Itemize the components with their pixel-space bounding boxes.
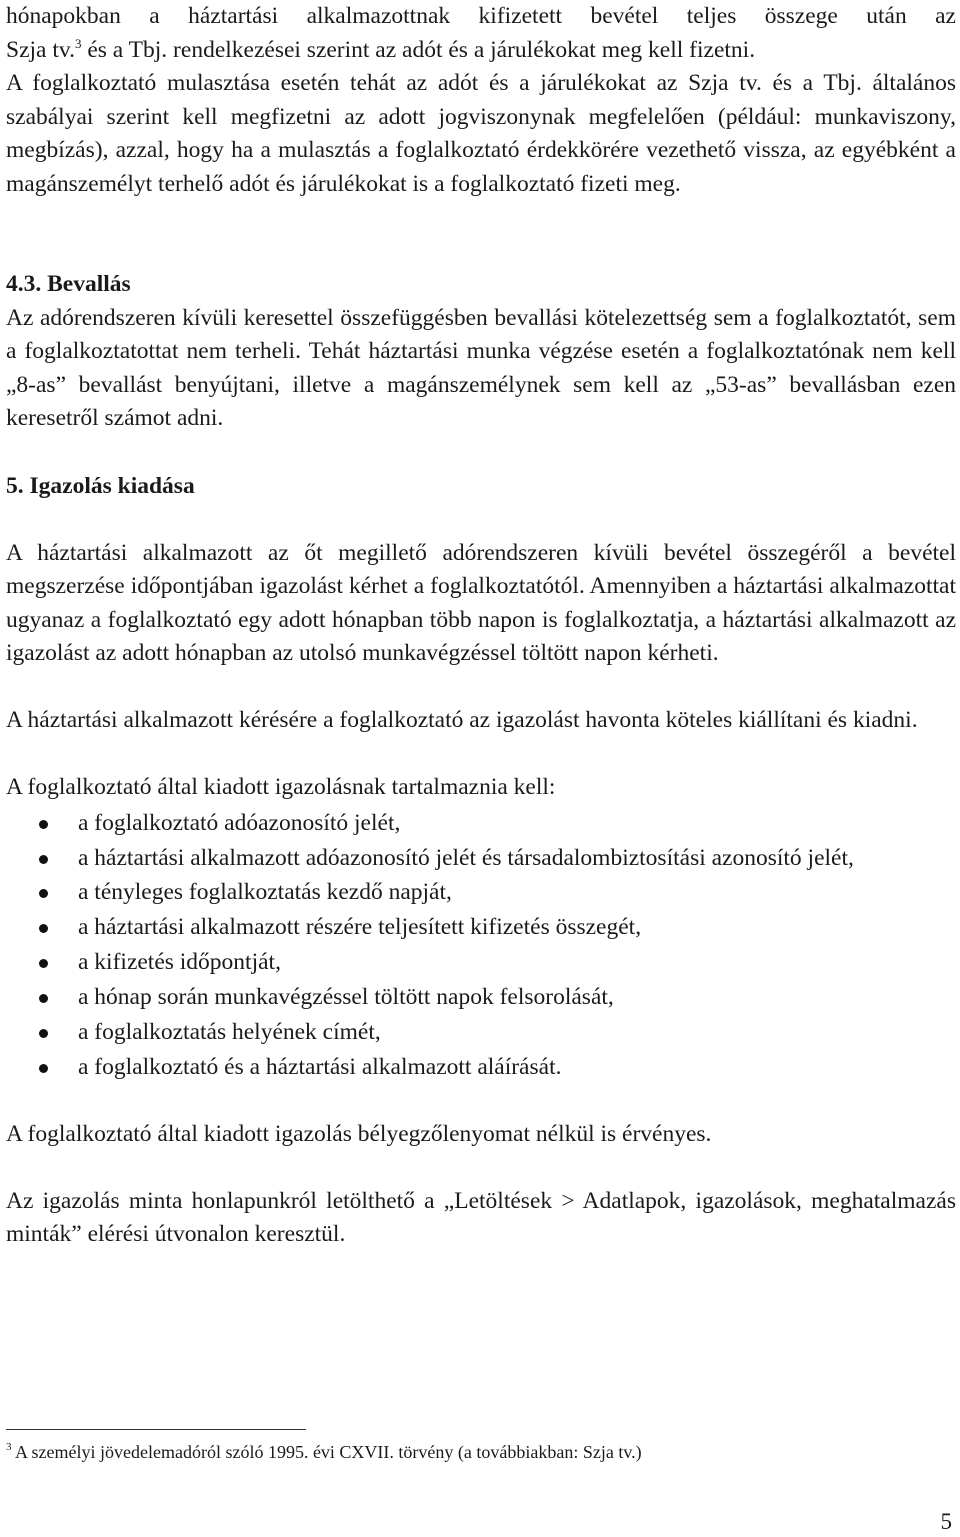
intro-paragraph [6, 0, 956, 202]
list-item: a foglalkoztató és a háztartási alkalmazott aláírását. [6, 1050, 956, 1085]
list-item: a háztartási alkalmazott részére teljesített kifizetés összegét, [6, 910, 956, 945]
section-heading-bevallas: 4.3. Bevallás [6, 271, 131, 297]
section-5-para-4: Az igazolás minta honlapunkról letölthető a „Letöltések > Adatlapok, igazolások, meghatalmazás minták” elérési útvonalon keresztül. [6, 1187, 956, 1248]
intro-line-2-end: és a Tbj. rendelkezései szerint az adót és a járulékokat meg kell fizetni. [81, 36, 756, 63]
intro-line-2 [6, 34, 956, 68]
list-intro: A foglalkoztató által kiadott igazolásnak tartalmaznia kell: [6, 773, 556, 800]
section-5-para-1: A háztartási alkalmazott az őt megillető adórendszeren kívüli bevétel összegéről a bevétel megszerzése időpontjában igazolást kérhet a foglalkoztatótól. Amennyiben a háztartási alkalmazottat ugyanaz a foglalkoztató egy adott hónapban több napon is foglalkoztatja, a háztartási alkalmazott az igazolást az adott hónapban az utolsó munkavégzéssel töltött napon kérheti. [6, 539, 956, 667]
section-4-3-text: Az adórendszeren kívüli keresettel összefüggésben bevallási kötelezettség sem a foglalkoztatót, sem a foglalkoztatottat nem terheli. Tehát háztartási munka végzése esetén a foglalkoztatónak nem kell „8-as” bevallást benyújtani, illetve a magánszemélynek sem kell az „53-as” bevallásban ezen keresetről számot adni. [6, 304, 956, 432]
section-5-para-2: A háztartási alkalmazott kérésére a foglalkoztató az igazolást havonta köteles kiállítani és kiadni. [6, 706, 918, 733]
bullet-icon [39, 1064, 48, 1073]
list-item: a kifizetés időpontját, [6, 945, 956, 980]
bullet-icon [39, 994, 48, 1003]
intro-rest: A foglalkoztató mulasztása esetén tehát az adót és a járulékokat az Szja tv. és a Tbj. általános szabályai szerint kell megfizetni az adott jogviszonynak megfelelően (például: munkaviszony, megbízás), azzal, hogy ha a mulasztás a foglalkoztató érdekkörére vezethető vissza, az egyébként a magánszemélyt terhelő adót és járulékokat is a foglalkoztató fizeti meg. [6, 70, 956, 197]
required-contents-list [6, 806, 956, 1085]
list-item: a foglalkoztatás helyének címét, [6, 1015, 956, 1050]
intro-line-2-start: Szja tv. [6, 36, 75, 63]
intro-line-1: hónapokban a háztartási alkalmazottnak kifizetett bevétel teljes összege után az [6, 3, 956, 29]
list-item: a háztartási alkalmazott adóazonosító jelét és társadalombiztosítási azonosító jelét, [6, 841, 956, 875]
section-4-3 [6, 268, 956, 436]
footnote [6, 1440, 642, 1464]
bullet-icon [39, 924, 48, 933]
section-5-para-3: A foglalkoztató által kiadott igazolás bélyegzőlenyomat nélkül is érvényes. [6, 1121, 712, 1148]
bullet-icon [39, 1029, 48, 1038]
bullet-icon [39, 959, 48, 968]
bullet-icon [39, 820, 48, 829]
section-5 [6, 470, 956, 1252]
list-item: a tényleges foglalkoztatás kezdő napját, [6, 875, 956, 910]
page-number: 5 [940, 1509, 952, 1534]
list-item: a hónap során munkavégzéssel töltött napok felsorolását, [6, 980, 956, 1015]
footnote-divider [6, 1429, 306, 1430]
footnote-marker: 3 [6, 1441, 12, 1453]
section-heading-igazolas: 5. Igazolás kiadása [6, 473, 195, 499]
footnote-text: A személyi jövedelemadóról szóló 1995. évi CXVII. törvény (a továbbiakban: Szja tv.) [11, 1442, 642, 1462]
bullet-icon [39, 855, 48, 864]
bullet-icon [39, 889, 48, 898]
list-item: a foglalkoztató adóazonosító jelét, [6, 806, 956, 841]
footnote-ref-3[interactable]: 3 [74, 35, 82, 51]
